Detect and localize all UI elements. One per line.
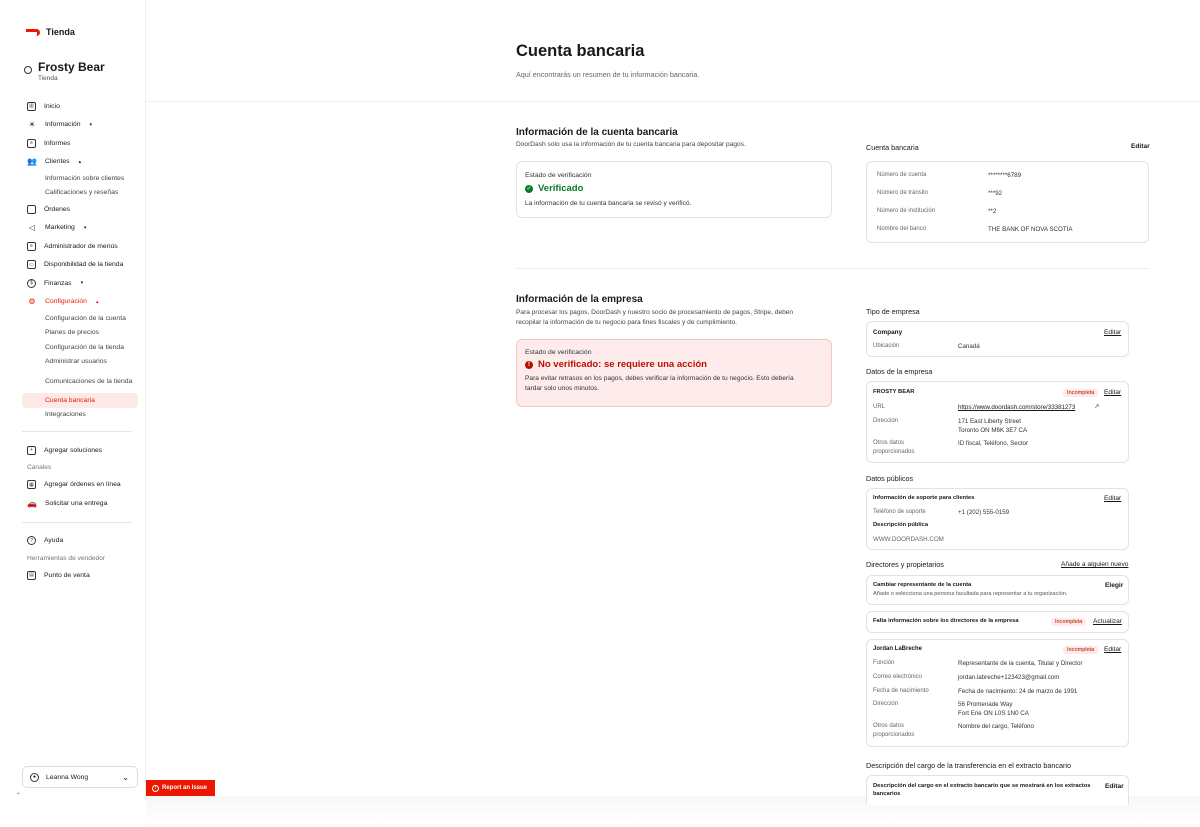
dollar-icon: $ <box>27 279 36 288</box>
desc-publica-label: Descripción pública <box>873 522 929 528</box>
falta-info-text: Falta información sobre los directores de la empresa <box>873 618 1019 624</box>
tipo-empresa-title: Tipo de empresa <box>866 307 920 316</box>
sidebar-item-label: Disponibilidad de la tienda <box>44 261 124 269</box>
status-badge: Incompleta <box>1063 389 1098 397</box>
sidebar-item-finanzas[interactable] <box>22 274 138 293</box>
divider <box>22 431 132 432</box>
sidebar-item-label: Ayuda <box>44 537 64 545</box>
store-circle-icon <box>24 66 32 74</box>
sidebar-subitem-cuenta-bancaria[interactable]: Cuenta bancaria <box>22 393 138 408</box>
sidebar-item-label: Inicio <box>44 102 60 110</box>
row-value: WWW.DOORDASH.COM <box>873 536 944 543</box>
collapse-icon[interactable]: ⇤ <box>17 791 22 797</box>
store-url-link[interactable]: https://www.doordash.com/store/33381273 <box>958 404 1076 411</box>
chevron-down-icon: ⌄ <box>122 772 129 782</box>
row-label: Número de cuenta <box>877 172 927 178</box>
sidebar-subitem-comunicaciones[interactable]: Comunicaciones de la tienda <box>45 377 133 385</box>
elegir-button[interactable]: Elegir <box>1105 582 1124 589</box>
tipo-empresa-name: Company <box>873 329 903 336</box>
report-issue-button[interactable] <box>146 780 215 796</box>
row-label: Otros datos <box>873 723 905 729</box>
page-header <box>516 42 699 79</box>
chevron-down-icon: ▾ <box>80 280 84 287</box>
user-icon: ● <box>30 773 39 782</box>
row-value: Fecha de nacimiento: 24 de marzo de 1991 <box>958 688 1078 695</box>
row-value: Canadá <box>958 343 980 350</box>
divider <box>146 101 1200 102</box>
store-sub: Tienda <box>38 75 58 82</box>
row-value: ********6789 <box>988 172 1022 179</box>
alert-circle-icon: ! <box>525 361 533 369</box>
cargo-card <box>866 775 1129 805</box>
datos-publicos-title: Datos públicos <box>866 474 914 483</box>
chevron-up-icon: ▴ <box>78 158 82 165</box>
sidebar-subitem-integraciones[interactable]: Integraciones <box>45 411 86 419</box>
bank-section-desc: DoorDash solo usa la información de tu cuenta bancaria para depositar pagos. <box>516 141 746 148</box>
store-icon: ▦ <box>27 480 36 489</box>
cambiar-title: Cambiar representante de la cuenta <box>873 582 972 588</box>
verification-status <box>525 359 823 370</box>
cargo-title: Descripción del cargo de la transferencia en el extracto bancario <box>866 761 1071 770</box>
gear-icon: ⚙ <box>28 297 36 307</box>
row-value: ID fiscal, Teléfono, Sector <box>958 440 1029 447</box>
row-value: 171 East Liberty Street <box>958 418 1021 425</box>
page-title: Cuenta bancaria <box>516 42 645 60</box>
info-icon: ! <box>152 785 159 792</box>
add-director-button[interactable]: Añade a alguien nuevo <box>1061 561 1129 568</box>
row-value: Representante de la cuenta, Titular y Director <box>958 660 1083 667</box>
home-icon: ▥ <box>27 102 36 111</box>
row-value: jordan.labreche+123423@gmail.com <box>958 674 1060 681</box>
row-label: Número de tránsito <box>877 190 929 196</box>
chevron-up-icon: ▴ <box>95 298 99 305</box>
bank-section-title: Información de la cuenta bancaria <box>516 127 678 138</box>
external-link-icon[interactable]: ↗ <box>1094 403 1100 410</box>
verification-status <box>525 183 823 194</box>
row-label: Función <box>873 660 895 666</box>
user-menu[interactable] <box>22 766 138 788</box>
sidebar-item-label: Marketing <box>45 224 75 232</box>
report-icon: ≡ <box>27 139 36 148</box>
sidebar-nav <box>22 97 138 585</box>
doordash-logo-icon <box>26 29 40 36</box>
datos-edit-button[interactable]: Editar <box>1104 389 1122 396</box>
sidebar-item-inicio[interactable] <box>22 97 138 116</box>
row-value: ***92 <box>988 190 1003 197</box>
sidebar-item-label: Informes <box>44 139 71 147</box>
company-section-desc-2: recopilar la información de tu negocio para fines fiscales y de cumplimiento. <box>516 319 738 326</box>
sidebar-item-label: Punto de venta <box>44 571 90 579</box>
row-label: Dirección <box>873 418 899 424</box>
row-label: Nombre del banco <box>877 226 927 232</box>
row-label: proporcionados <box>873 732 915 738</box>
row-label: Correo electrónico <box>873 674 923 680</box>
sidebar-item-ordenes[interactable] <box>22 200 138 219</box>
sidebar-item-punto-venta[interactable] <box>22 566 138 585</box>
sidebar-subitem-planes[interactable]: Planes de precios <box>45 329 100 337</box>
sidebar-item-menus[interactable] <box>22 237 138 256</box>
bank-edit-button[interactable]: Editar <box>1131 143 1150 150</box>
tipo-edit-button[interactable]: Editar <box>1104 329 1122 336</box>
megaphone-icon: ◁ <box>28 223 36 233</box>
chevron-down-icon: ▾ <box>83 224 87 231</box>
brand-label: Tienda <box>46 27 75 37</box>
section-label-canales: Canales <box>27 464 52 471</box>
datos-empresa-name: FROSTY BEAR <box>873 389 915 395</box>
sidebar-item-label: Agregar soluciones <box>44 446 103 454</box>
cargo-desc: Descripción del cargo en el extracto bancario que se mostrará en los extractos <box>873 783 1091 789</box>
store-switcher[interactable] <box>24 60 105 82</box>
sidebar-item-agregar-ordenes[interactable] <box>22 476 138 495</box>
sidebar-subitem-config-cuenta[interactable]: Configuración de la cuenta <box>45 314 126 322</box>
help-icon: ? <box>27 536 36 545</box>
person-name: Jordan LaBreche <box>873 646 923 652</box>
cargo-edit-button[interactable]: Editar <box>1105 783 1124 790</box>
company-verification-card <box>516 339 832 407</box>
verification-status-text: No verificado: se requiere una acción <box>538 359 707 370</box>
user-name: Leanna Wong <box>46 773 89 781</box>
verification-label: Estado de verificación <box>525 172 592 179</box>
menu-icon: ≡ <box>27 242 36 251</box>
row-label: Teléfono de soporte <box>873 509 926 515</box>
car-icon: 🚗 <box>27 498 37 508</box>
row-label: Número de institución <box>877 208 936 214</box>
sidebar-item-clientes[interactable] <box>22 153 138 172</box>
lightbulb-icon: ☀ <box>28 120 36 130</box>
store-name: Frosty Bear <box>38 60 105 74</box>
cambiar-representante-card <box>866 575 1129 605</box>
sidebar-subitem-config-tienda[interactable]: Configuración de la tienda <box>45 343 124 351</box>
check-circle-icon: ✓ <box>526 186 532 192</box>
sidebar-item-ayuda[interactable] <box>22 532 138 551</box>
row-label: Ubicación <box>873 343 900 349</box>
soporte-title: Información de soporte para clientes <box>873 495 975 501</box>
chevron-down-icon: ▾ <box>89 121 93 128</box>
verification-text-1: Para evitar retrasos en los pagos, debes verificar la información de tu negocio. Esto debería <box>525 375 794 382</box>
calendar-icon: ▭ <box>27 260 36 269</box>
verification-label: Estado de verificación <box>525 349 592 356</box>
row-value: Nombre del cargo, Teléfono <box>958 723 1034 730</box>
sidebar-subitem-usuarios[interactable]: Administrar usuarios <box>45 358 107 366</box>
sidebar-item-label: Solicitar una entrega <box>45 499 108 507</box>
plus-icon: + <box>27 446 36 455</box>
row-value: **2 <box>988 208 997 215</box>
verification-status-text: Verificado <box>538 183 584 194</box>
sidebar-item-informes[interactable] <box>22 134 138 153</box>
status-badge: Incompleta <box>1063 646 1098 654</box>
sidebar-subitem-calificaciones[interactable]: Calificaciones y reseñas <box>45 189 119 197</box>
orders-icon <box>27 205 36 214</box>
divider <box>22 522 132 523</box>
row-label: Otros datos <box>873 440 905 446</box>
sidebar-item-solicitar-entrega[interactable] <box>22 494 138 513</box>
row-value: +1 (202) 555-0159 <box>958 509 1010 516</box>
sidebar-item-configuracion[interactable] <box>22 293 138 312</box>
company-section-title: Información de la empresa <box>516 294 643 305</box>
company-section-desc-1: Para procesar los pagos, DoorDash y nuestro socio de procesamiento de pagos, Stripe, deben <box>516 309 794 316</box>
row-value: THE BANK OF NOVA SCOTIA <box>988 226 1073 233</box>
row-value: Fort Erie ON L0S 1N0 CA <box>958 710 1029 717</box>
sidebar-item-label: Administrador de menús <box>44 242 118 250</box>
verification-text-2: tardar solo unos minutos. <box>525 385 600 392</box>
sidebar-item-label: Información <box>45 121 81 129</box>
person-edit-button[interactable]: Editar <box>1104 646 1122 653</box>
row-label: URL <box>873 404 886 410</box>
publicos-edit-button[interactable]: Editar <box>1104 495 1122 502</box>
sidebar-subitem-info-clientes[interactable]: Información sobre clientes <box>45 174 125 182</box>
section-label-herramientas: Herramientas de vendedor <box>27 554 106 562</box>
datos-empresa-title: Datos de la empresa <box>866 367 933 376</box>
row-value: Toronto ON M6K 3E7 CA <box>958 427 1028 434</box>
sidebar-item-label: Configuración <box>45 298 87 306</box>
row-label: Dirección <box>873 701 899 707</box>
cambiar-desc: Añade o selecciona una persona facultada para representar a tu organización. <box>873 591 1068 597</box>
pos-icon: ▤ <box>27 571 36 580</box>
sidebar-item-marketing[interactable] <box>22 219 138 238</box>
row-label: Fecha de nacimiento <box>873 688 929 694</box>
divider <box>516 268 1150 269</box>
verification-text: La información de tu cuenta bancaria se revisó y verificó. <box>525 200 692 207</box>
sidebar-item-label: Finanzas <box>44 279 72 287</box>
sidebar <box>0 0 146 800</box>
sidebar-item-informacion[interactable] <box>22 116 138 135</box>
sidebar-item-label: Órdenes <box>44 205 71 213</box>
page-subtitle: Aquí encontrarás un resumen de tu información bancaria. <box>516 70 700 79</box>
row-value: 56 Promenade Way <box>958 701 1013 708</box>
brand[interactable] <box>26 27 75 37</box>
sidebar-item-label: Agregar órdenes en línea <box>44 481 121 489</box>
directores-title: Directores y propietarios <box>866 560 944 569</box>
bank-verification-card <box>516 161 832 218</box>
report-issue-label: Report an Issue <box>162 785 208 791</box>
actualizar-button[interactable]: Actualizar <box>1093 618 1122 625</box>
row-label: proporcionados <box>873 449 915 455</box>
sidebar-item-agregar-soluciones[interactable] <box>22 441 138 460</box>
cargo-desc-2: bancarios <box>873 791 901 797</box>
tipo-empresa-card <box>866 321 1129 357</box>
sidebar-item-disponibilidad[interactable] <box>22 256 138 275</box>
bank-panel-title: Cuenta bancaria <box>866 143 919 152</box>
sidebar-item-label: Clientes <box>45 158 70 166</box>
users-icon: 👥 <box>27 157 37 167</box>
status-badge: Incompleta <box>1051 618 1086 626</box>
